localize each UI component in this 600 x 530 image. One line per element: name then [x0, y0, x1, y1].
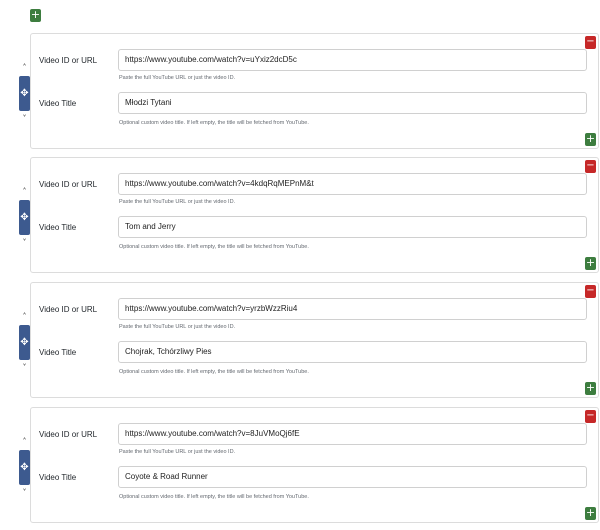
video-title-input[interactable]: Młodzi Tytani — [118, 92, 587, 114]
add-row-top-button[interactable]: + — [30, 8, 41, 21]
video-row — [0, 282, 600, 398]
video-row-panel — [30, 157, 599, 273]
video-row-panel — [30, 282, 599, 398]
row-controls — [19, 313, 30, 373]
drag-handle[interactable]: ✥ — [19, 450, 30, 485]
video-title-label: Video Title — [39, 223, 77, 232]
move-up-icon[interactable]: ˄ — [22, 437, 27, 446]
remove-row-button[interactable]: − — [586, 160, 595, 171]
add-row-button[interactable]: + — [585, 132, 596, 145]
video-title-input[interactable]: Coyote & Road Runner — [118, 466, 587, 488]
video-title-label: Video Title — [39, 348, 77, 357]
video-url-input[interactable]: https://www.youtube.com/watch?v=yrzbWzzRiu4 — [118, 298, 587, 320]
drag-handle[interactable]: ✥ — [19, 76, 30, 111]
row-controls — [19, 438, 30, 498]
video-title-label: Video Title — [39, 99, 77, 108]
video-url-help: Paste the full YouTube URL or just the video ID. — [119, 75, 236, 81]
video-row-panel — [30, 33, 599, 149]
video-url-input[interactable]: https://www.youtube.com/watch?v=4kdqRqMEPnM&t — [118, 173, 587, 195]
video-url-input[interactable]: https://www.youtube.com/watch?v=8JuVMoQj6fE — [118, 423, 587, 445]
video-row — [0, 33, 600, 149]
add-row-button[interactable]: + — [585, 256, 596, 269]
drag-handle[interactable]: ✥ — [19, 325, 30, 360]
move-up-icon[interactable]: ˄ — [22, 187, 27, 196]
row-controls — [19, 188, 30, 248]
move-down-icon[interactable]: ˅ — [22, 488, 27, 497]
video-title-label: Video Title — [39, 473, 77, 482]
video-url-help: Paste the full YouTube URL or just the video ID. — [119, 449, 236, 455]
video-title-help: Optional custom video title. If left empty, the title will be fetched from YouTube. — [119, 244, 309, 250]
drag-handle[interactable]: ✥ — [19, 200, 30, 235]
video-title-input[interactable]: Tom and Jerry — [118, 216, 587, 238]
video-url-help: Paste the full YouTube URL or just the video ID. — [119, 324, 236, 330]
remove-row-button[interactable]: − — [586, 285, 595, 296]
video-title-input[interactable]: Chojrak, Tchórzliwy Pies — [118, 341, 587, 363]
add-row-button[interactable]: + — [585, 506, 596, 519]
video-title-help: Optional custom video title. If left empty, the title will be fetched from YouTube. — [119, 494, 309, 500]
move-up-icon[interactable]: ˄ — [22, 312, 27, 321]
video-url-label: Video ID or URL — [39, 56, 98, 65]
video-url-label: Video ID or URL — [39, 430, 98, 439]
move-down-icon[interactable]: ˅ — [22, 114, 27, 123]
video-title-help: Optional custom video title. If left empty, the title will be fetched from YouTube. — [119, 369, 309, 375]
move-down-icon[interactable]: ˅ — [22, 238, 27, 247]
add-row-button[interactable]: + — [585, 381, 596, 394]
remove-row-button[interactable]: − — [586, 36, 595, 47]
remove-row-button[interactable]: − — [586, 410, 595, 421]
row-controls — [19, 64, 30, 124]
move-up-icon[interactable]: ˄ — [22, 63, 27, 72]
video-url-help: Paste the full YouTube URL or just the video ID. — [119, 199, 236, 205]
video-row — [0, 157, 600, 273]
video-row — [0, 407, 600, 523]
video-url-input[interactable]: https://www.youtube.com/watch?v=uYxiz2dcD5c — [118, 49, 587, 71]
video-title-help: Optional custom video title. If left empty, the title will be fetched from YouTube. — [119, 120, 309, 126]
video-url-label: Video ID or URL — [39, 305, 98, 314]
move-down-icon[interactable]: ˅ — [22, 363, 27, 372]
video-url-label: Video ID or URL — [39, 180, 98, 189]
video-row-panel — [30, 407, 599, 523]
